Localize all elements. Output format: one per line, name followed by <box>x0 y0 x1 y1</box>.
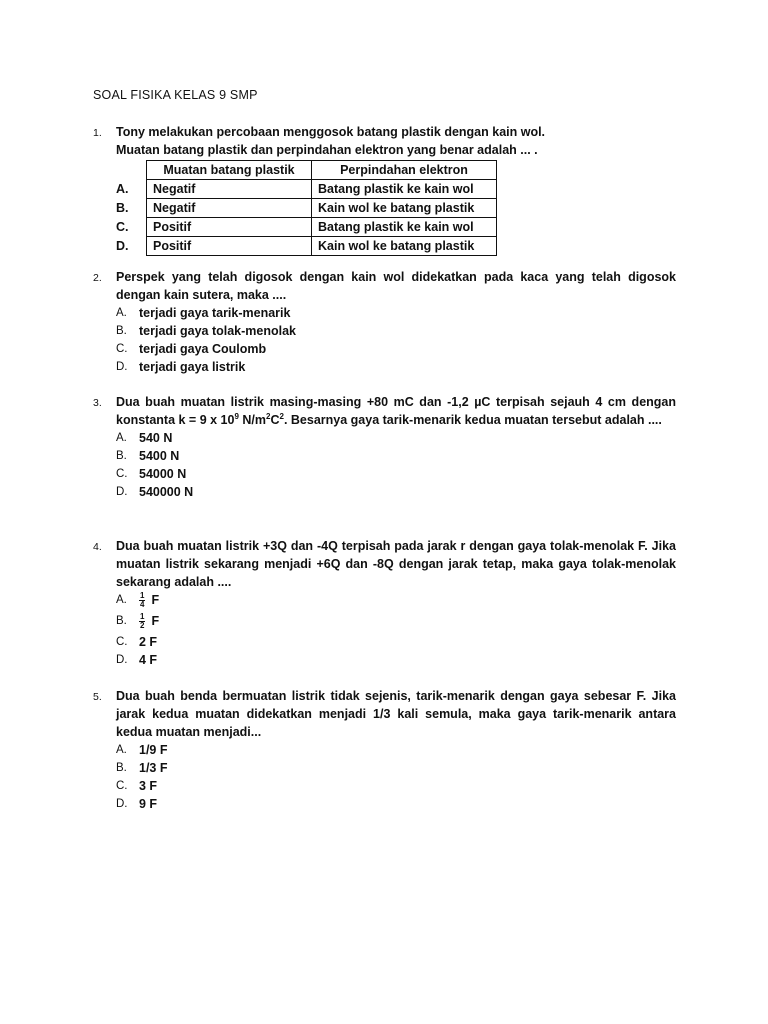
table-cell: Batang plastik ke kain wol <box>312 180 497 199</box>
option-a <box>116 741 676 759</box>
exponent: 2 <box>266 411 271 421</box>
option-unit: F <box>151 593 160 607</box>
table-header-row <box>116 161 497 180</box>
option-list <box>116 304 676 376</box>
option-text: 54000 N <box>139 467 187 481</box>
question-2 <box>93 268 676 376</box>
option-a <box>116 591 676 612</box>
question-number: 4. <box>93 541 102 553</box>
column-header: Muatan batang plastik <box>147 161 312 180</box>
table-cell: Negatif <box>147 180 312 199</box>
option-list <box>116 741 676 813</box>
table-cell: Negatif <box>147 199 312 218</box>
question-number: 1. <box>93 127 102 139</box>
option-c <box>116 340 676 358</box>
option-d <box>116 483 676 501</box>
option-letter: A. <box>116 432 127 444</box>
option-text <box>139 612 159 630</box>
option-text: 1/9 F <box>139 743 168 757</box>
option-letter: A. <box>116 307 127 319</box>
table-row <box>116 199 497 218</box>
table-cell: Positif <box>147 218 312 237</box>
question-stem-line: Tony melakukan percobaan menggosok batang plastik dengan kain wol. <box>116 125 546 139</box>
fraction <box>139 592 145 609</box>
option-b <box>116 447 676 465</box>
option-text: 5400 N <box>139 449 180 463</box>
option-d <box>116 651 676 669</box>
fraction-denominator: 2 <box>140 621 145 631</box>
question-stem-text: Dua buah muatan listrik masing-masing +80 mC dan -1,2 µC terpisah sejauh 4 cm dengan konstanta k = 9 x 10 <box>116 395 676 427</box>
option-letter: A. <box>116 594 127 606</box>
table-cell: Positif <box>147 237 312 256</box>
fraction <box>139 613 145 630</box>
table-cell: Kain wol ke batang plastik <box>312 199 497 218</box>
option-unit: F <box>151 614 160 628</box>
fraction-numerator: 1 <box>140 591 145 601</box>
option-letter: C. <box>116 780 128 792</box>
option-letter: B. <box>116 762 127 774</box>
option-d <box>116 358 676 376</box>
option-letter: B. <box>116 450 127 462</box>
option-c <box>116 633 676 651</box>
option-list <box>116 429 676 501</box>
option-b <box>116 759 676 777</box>
option-letter: A. <box>116 182 129 196</box>
question-stem-line: Muatan batang plastik dan perpindahan elektron yang benar adalah ... . <box>116 143 538 157</box>
fraction-denominator: 4 <box>140 600 145 610</box>
option-letter: C. <box>116 343 128 355</box>
question-stem <box>116 123 676 159</box>
question-stem <box>116 393 676 429</box>
option-list <box>116 591 676 669</box>
question-stem-text: . Besarnya gaya tarik-menarik kedua muatan tersebut adalah .... <box>283 413 662 427</box>
question-5 <box>93 687 676 813</box>
option-letter: D. <box>116 654 128 666</box>
option-letter: B. <box>116 325 127 337</box>
table-cell: Kain wol ke batang plastik <box>312 237 497 256</box>
option-text: 9 F <box>139 797 158 811</box>
option-text: 540000 N <box>139 485 194 499</box>
question-stem: Dua buah muatan listrik +3Q dan -4Q terpisah pada jarak r dengan gaya tolak-menolak F. Jika muatan listrik sekarang menjadi +6Q dan -8Q dengan jarak tetap, maka gaya tolak-menolak sekarang adalah .... <box>116 539 676 589</box>
column-header: Perpindahan elektron <box>312 161 497 180</box>
option-letter: C. <box>116 220 129 234</box>
option-letter: C. <box>116 468 128 480</box>
question-number: 3. <box>93 397 102 409</box>
question-stem: Perspek yang telah digosok dengan kain wol didekatkan pada kaca yang telah digosok dengan kain sutera, maka .... <box>116 270 676 302</box>
exponent: 2 <box>279 411 284 421</box>
option-b <box>116 612 676 633</box>
option-letter: D. <box>116 486 128 498</box>
option-c <box>116 777 676 795</box>
page-title: SOAL FISIKA KELAS 9 SMP <box>93 88 258 102</box>
option-text: terjadi gaya tolak-menolak <box>139 324 297 338</box>
option-text: terjadi gaya listrik <box>139 360 246 374</box>
option-letter: B. <box>116 201 129 215</box>
question-number: 2. <box>93 272 102 284</box>
question-stem: Dua buah benda bermuatan listrik tidak sejenis, tarik-menarik dengan gaya sebesar F. Jika jarak kedua muatan didekatkan menjadi 1/3 kali semula, maka gaya tarik-menarik antara kedua muatan menjadi... <box>116 689 676 739</box>
option-text: 1/3 F <box>139 761 168 775</box>
option-c <box>116 465 676 483</box>
option-text: terjadi gaya tarik-menarik <box>139 306 291 320</box>
table-row <box>116 218 497 237</box>
option-a <box>116 429 676 447</box>
option-text: 540 N <box>139 431 173 445</box>
option-a <box>116 304 676 322</box>
question-number: 5. <box>93 691 102 703</box>
exponent: 9 <box>234 411 239 421</box>
option-text <box>139 591 159 609</box>
question-1 <box>93 123 676 256</box>
question-4 <box>93 537 676 669</box>
option-text: 4 F <box>139 653 158 667</box>
option-letter: D. <box>116 239 129 253</box>
table-cell: Batang plastik ke kain wol <box>312 218 497 237</box>
option-letter: B. <box>116 615 127 627</box>
option-b <box>116 322 676 340</box>
option-d <box>116 795 676 813</box>
option-letter: D. <box>116 361 128 373</box>
fraction-numerator: 1 <box>140 612 145 622</box>
option-letter: A. <box>116 744 127 756</box>
option-text: 3 F <box>139 779 158 793</box>
question-stem-text: C <box>270 413 280 427</box>
answer-table <box>116 160 497 256</box>
question-3 <box>93 393 676 501</box>
option-letter: C. <box>116 636 128 648</box>
option-text: 2 F <box>139 635 158 649</box>
question-stem-text: N/m <box>238 413 267 427</box>
table-row <box>116 237 497 256</box>
option-text: terjadi gaya Coulomb <box>139 342 267 356</box>
option-letter: D. <box>116 798 128 810</box>
table-row <box>116 180 497 199</box>
